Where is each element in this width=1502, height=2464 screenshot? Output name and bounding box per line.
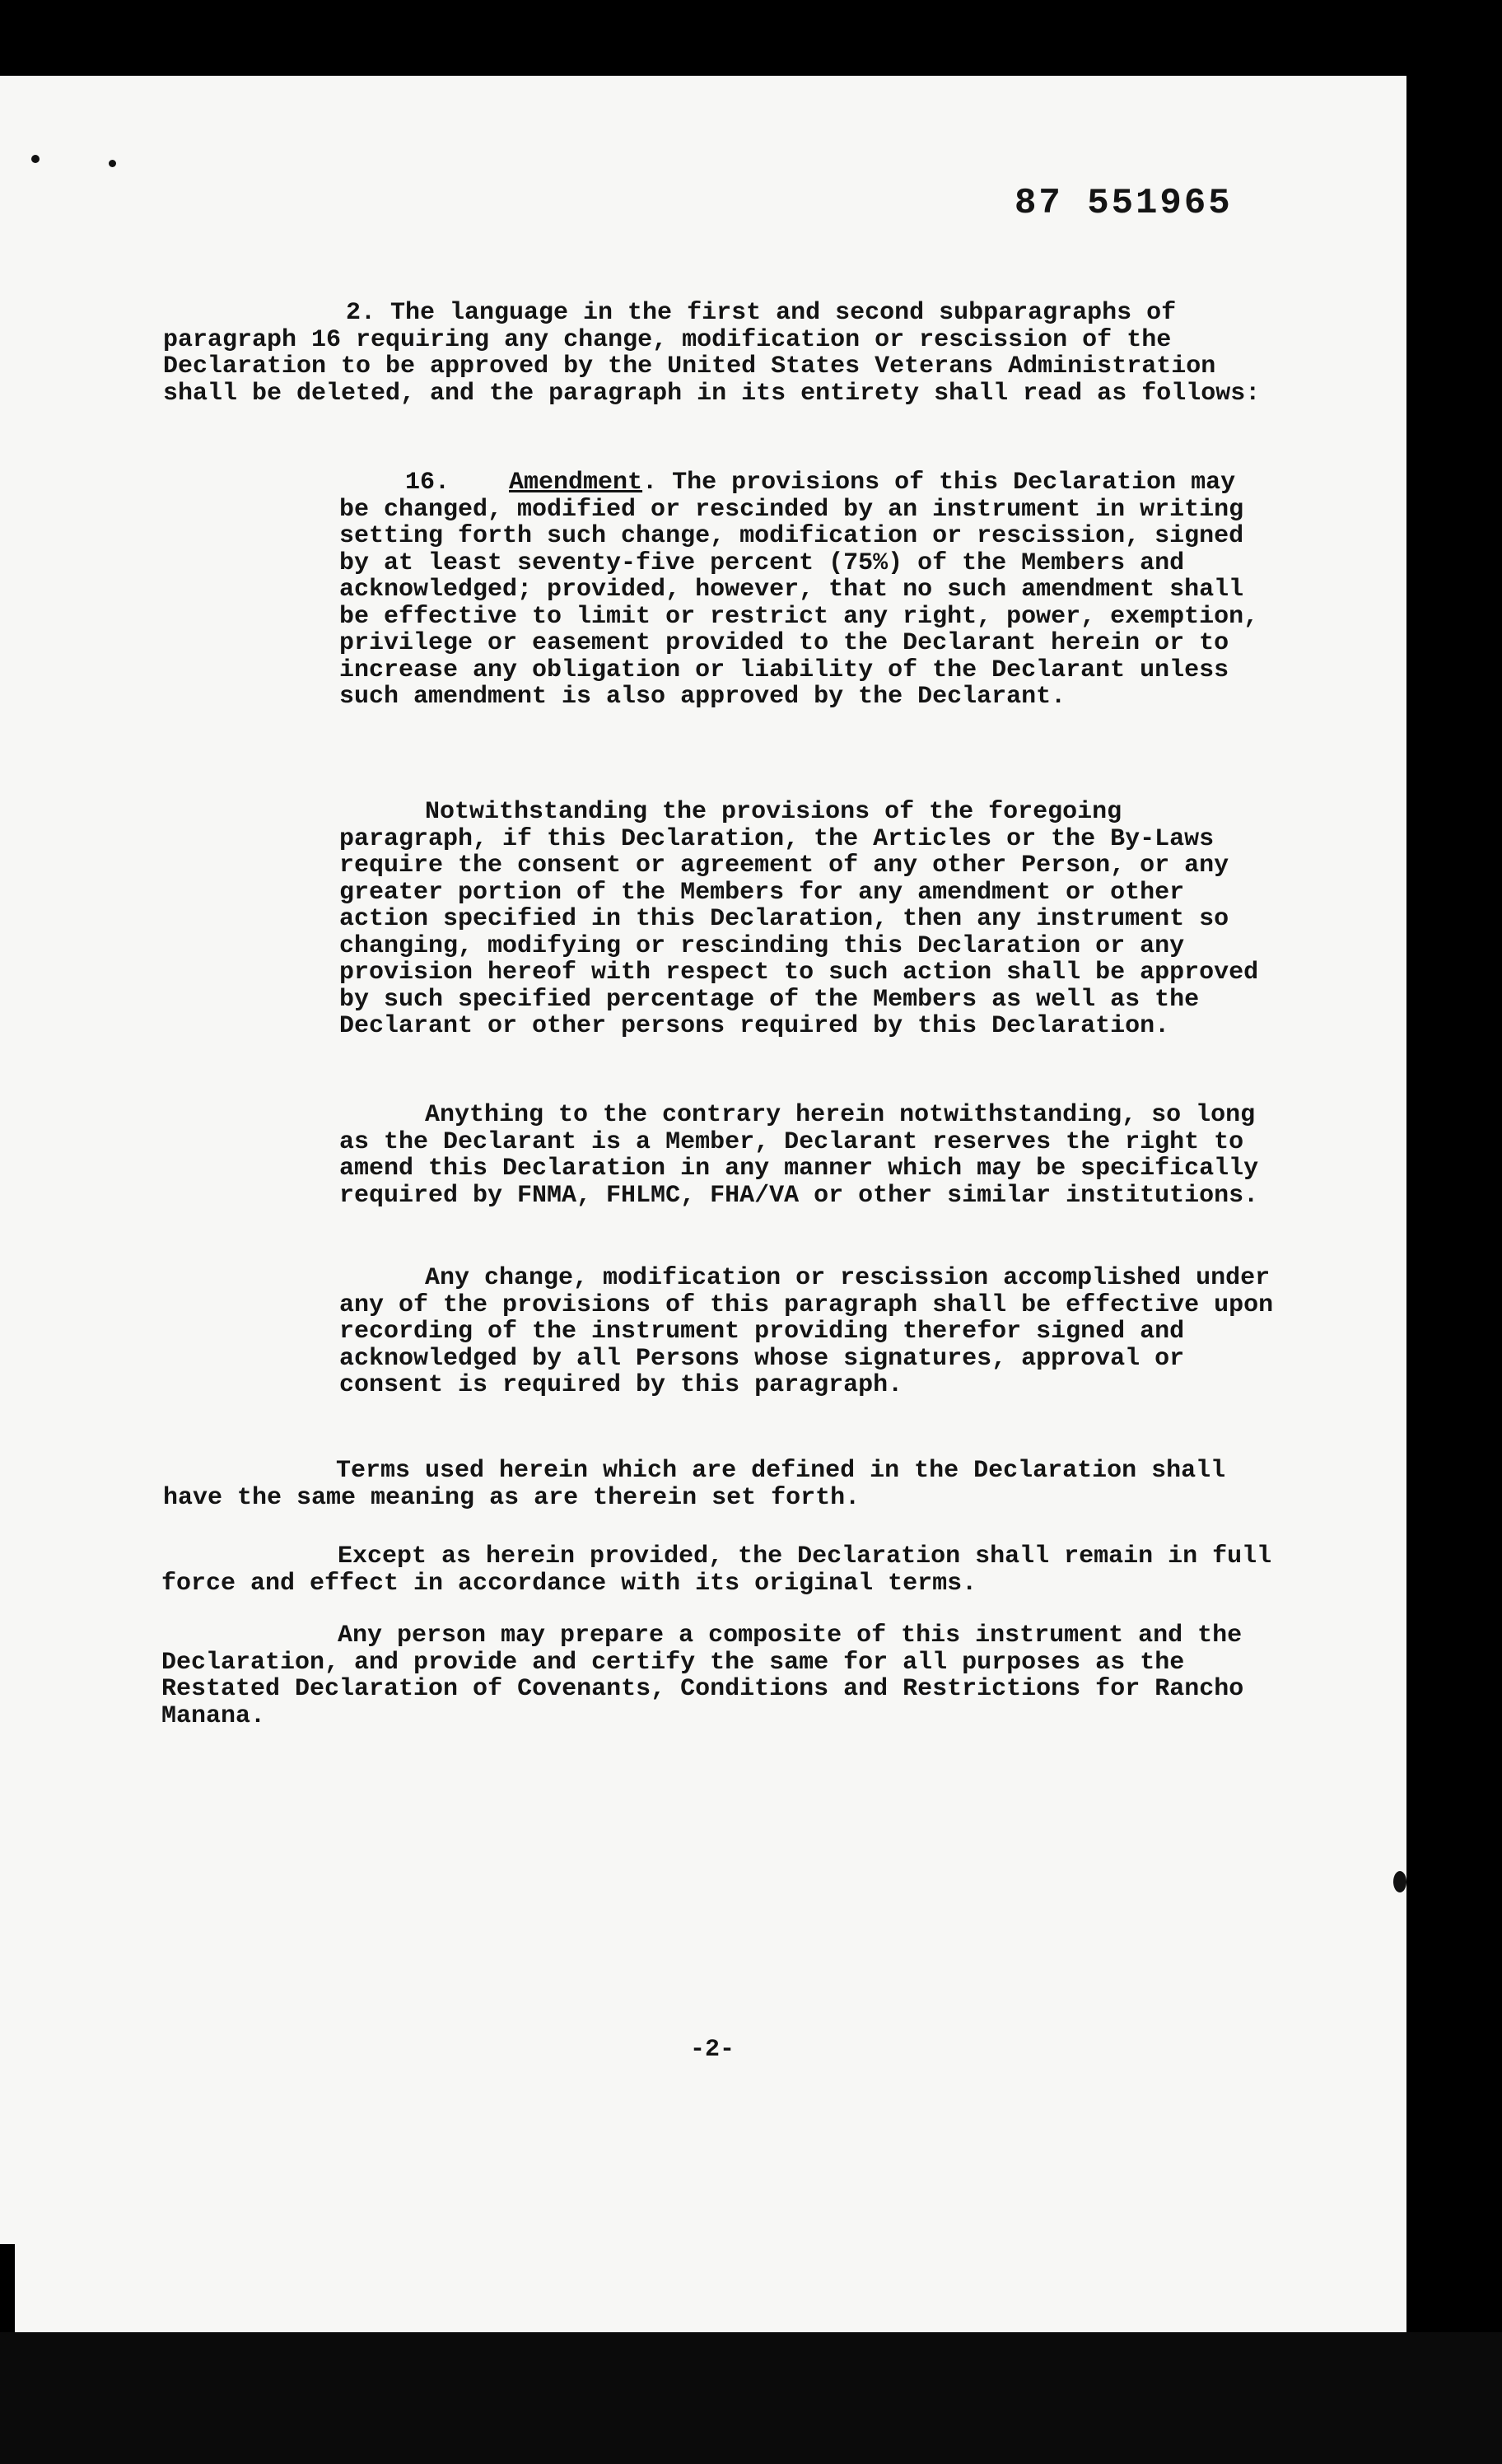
scan-margin — [0, 2332, 1502, 2464]
amendment-body: . The provisions of this Declaration may be changed, modified or rescinded by an instrument in writing setting forth such change, modification or rescission, signed by at least seventy-five percent (75%) of the Members and acknowledged; provided, however, that no such amendment shall be effective to limit or restrict any right, power, exemption, privilege or easement provided to the Declarant herein or to increase any obligation or liability of the Declarant unless such amendment is also approved by the Declarant. — [339, 469, 1259, 711]
paragraph-anything: Anything to the contrary herein notwithstanding, so long as the Declarant is a Member, Declarant reserves the right to amend this Declaration in any manner which may be specifically required by FNMA, FHLMC, FHA/VA or other similar institutions. — [339, 1101, 1259, 1210]
paragraph-any-change: Any change, modification or rescission accomplished under any of the provisions of this paragraph shall be effective upon recording of the instrument providing therefor signed and acknowledged by all Persons whose signatures, approval or consent is required by this paragraph. — [339, 1264, 1274, 1399]
paragraph-except: Except as herein provided, the Declaration shall remain in full force and effect in accordance with its original terms. — [161, 1542, 1272, 1598]
amendment-number: 16. — [405, 469, 450, 497]
scan-speck — [31, 155, 40, 163]
page-number: -2- — [690, 2036, 735, 2064]
scan-speck — [109, 160, 116, 167]
amendment-heading: Amendment — [509, 469, 643, 497]
paragraph-notwithstanding: Notwithstanding the provisions of the foregoing paragraph, if this Declaration, the Articles or the By-Laws require the consent or agreement of any other Person, or any greater portion of the Members for any amendment or other action specified in this Declaration, then any instrument so changing, modifying or rescinding this Declaration or any provision hereof with respect to such action shall be approved by such specified percentage of the Members as well as the Declarant or other persons required by this Declaration. — [339, 798, 1259, 1040]
paragraph-intro: 2. The language in the first and second subparagraphs of paragraph 16 requiring any change, modification or rescission of the Declaration to be approved by the United States Veterans Administration shall be deleted, and the paragraph in its entirety shall read as follows: — [163, 299, 1261, 408]
paragraph-amendment — [339, 469, 1278, 711]
paper-sheet — [0, 76, 1406, 2332]
document-number: 87 551965 — [1015, 183, 1233, 224]
scan-edge — [0, 2244, 15, 2335]
paragraph-terms: Terms used herein which are defined in the Declaration shall have the same meaning as are therein set forth. — [163, 1457, 1226, 1512]
document-page — [0, 76, 1406, 2332]
paragraph-composite: Any person may prepare a composite of this instrument and the Declaration, and provide and certify the same for all purposes as the Restated Declaration of Covenants, Conditions and Restrictions for Rancho Manana. — [161, 1622, 1244, 1730]
scan-speck — [1393, 1871, 1406, 1892]
